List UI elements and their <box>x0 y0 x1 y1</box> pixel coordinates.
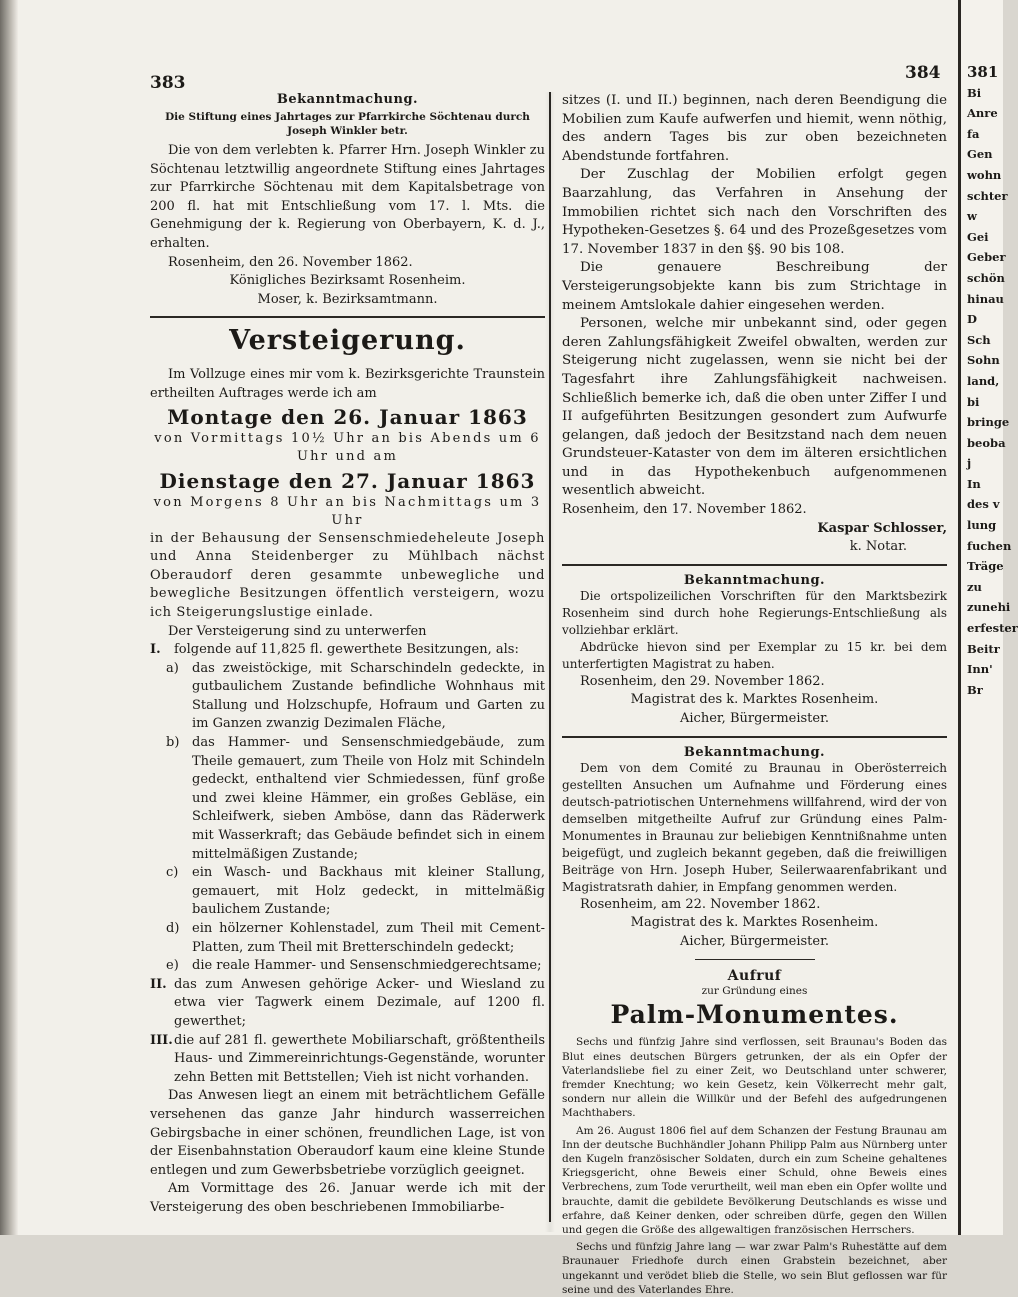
strip-line: wohn <box>967 167 1002 182</box>
appeal-heading: Aufruf <box>727 968 782 985</box>
auction-subitem-d <box>150 920 545 957</box>
notice1-body: Die von dem verlebten k. Pfarrer Hrn. Joseph Winkler zu Söchtenau letztwillig angeordnete Stiftung eines Jahrtages zur Pfarrkirche Söchtenau mit dem Kapitalsbetrage von 200 fl. hat mit Entschließung vom 17. l. Mts. die Genehmigung der k. Regierung von Oberbayern, K. d. J., erhalten. <box>150 143 545 251</box>
auction-cont-p4: Personen, welche mir unbekannt sind, oder gegen deren Zahlungsfähigkeit Zweifel obwalten, werden zur Steigerung nicht zugelassen, wenn sie nicht bei der Tagesfahrt ihre Zahlungsfähigkeit nachweisen. Schließlich bemerke ich, daß die oben unter Ziffer I und II aufgeführten Besitzungen gesondert zum Aufwurfe gelangen, daß jedoch der Besitzstand nach dem neuen Grundsteuer-Kataster von dem im älteren ersichtlichen und in das Hypothekenbuch aufgenommenen wesentlich abweicht. <box>562 316 947 499</box>
appeal-title: Palm-Monumentes. <box>610 1000 899 1030</box>
strip-line: zunehi <box>967 600 1011 615</box>
auction-subitem-c <box>150 864 545 920</box>
auction-cont-p3: Die genauere Beschreibung der Versteigerungsobjekte kann bis zum Strichtage in meinem Amtslokale dahier eingesehen werden. <box>562 260 947 313</box>
strip-line: Beitr <box>967 641 1000 656</box>
strip-line: erfester <box>967 621 1018 636</box>
divider <box>562 736 947 738</box>
left-column <box>150 92 545 1218</box>
page-number-left: 383 <box>150 73 186 93</box>
subitem-label: d) <box>166 921 180 936</box>
auction-body1: in der Behausung der Sensenschmiedeheleute Joseph und Anna Steidenberger zu Mühlbach nächst Oberaudorf deren gesammte unbewegliche und bewegliche Besitzungen öffentlich versteigern, wozu ich Steigerungslustige einlade. <box>150 530 545 620</box>
strip-line: In <box>967 476 981 491</box>
column-divider <box>549 92 551 1222</box>
appeal-p1: Sechs und fünfzig Jahre sind verflossen, seit Braunau's Boden das Blut eines deutschen Bürgers getrunken, der als ein Opfer der Vaterlandsliebe fiel zu einer Zeit, wo Deutschland unter schwerer, fremder Knechtung; wo kein Gesetz, kein Völkerrecht mehr galt, sondern nur allein die Willkür und der Befehl des aufgedrungenen Machthabers. <box>562 1036 947 1120</box>
strip-line: Inn' <box>967 662 993 677</box>
page-number-right: 384 <box>905 63 941 83</box>
notice1-signer: Moser, k. Bezirksamtmann. <box>257 291 438 307</box>
strip-line: des v <box>967 497 1000 512</box>
auction-title: Versteigerung. <box>229 325 466 357</box>
strip-line: Gei <box>967 229 989 244</box>
strip-line: fa <box>967 126 980 141</box>
notice1-date: Rosenheim, den 26. November 1862. <box>168 254 413 270</box>
auction-cont-date: Rosenheim, den 17. November 1862. <box>562 502 807 518</box>
binding-gutter <box>0 0 18 1235</box>
notice2-office: Magistrat des k. Marktes Rosenheim. <box>630 692 879 708</box>
subitem-text: ein hölzerner Kohlenstadel, zum Theil mit Cement-Platten, zum Theil mit Bretterschindeln gedeckt; <box>192 921 545 955</box>
notice2-date: Rosenheim, den 29. November 1862. <box>580 673 825 689</box>
auction-time2: von Morgens 8 Uhr an bis Nachmittags um 3 Uhr <box>153 494 542 528</box>
notice3-signer: Aicher, Bürgermeister. <box>680 933 829 949</box>
item-label: II. <box>150 976 167 992</box>
strip-line: bringe <box>967 415 1010 430</box>
auction-body2: Das Anwesen liegt an einem mit beträchtlichem Gefälle versehenen das ganze Jahr hindurch wasserreichen Gebirgsbache in einer schönen, freundlichen Lage, ist von der Eisenbahnstation Oberaudorf kaum eine kleine Stunde entlegen und zum Gewerbsbetriebe vorzüglich geeignet. <box>150 1088 545 1178</box>
auction-intro: Im Vollzuge eines mir vom k. Bezirksgerichte Traunstein ertheilten Auftrages werde ich am <box>150 367 545 401</box>
auction-subject: Der Versteigerung sind zu unterwerfen <box>168 623 427 639</box>
auction-subitem-a <box>150 660 545 734</box>
strip-line: fuchen <box>967 538 1012 553</box>
auction-cont-p1: sitzes (I. und II.) beginnen, nach deren Beendigung die Mobilien zum Kaufe aufwerfen und hiemit, wenn nöthig, des andern Tages bis zur oben bezeichneten Abendstunde fortfahren. <box>562 93 947 164</box>
subitem-label: a) <box>166 660 179 676</box>
next-page-strip <box>958 0 1018 1235</box>
strip-line: land, <box>967 373 1000 388</box>
notice3-heading: Bekanntmachung. <box>683 744 826 760</box>
auction-cont-p2: Der Zuschlag der Mobilien erfolgt gegen Baarzahlung, das Verfahren in Ansehung der Immobilien richtet sich nach den Vorschriften des Hypotheken-Gesetzes §. 64 und des Prozeßgesetzes vom 17. November 1837 in den §§. 90 bis 108. <box>562 167 947 257</box>
strip-line: Anre <box>967 106 998 121</box>
strip-line: Bi <box>967 85 982 100</box>
auction-cont-signer-title: k. Notar. <box>849 539 907 555</box>
notice2-signer: Aicher, Bürgermeister. <box>680 711 829 727</box>
short-divider <box>695 959 815 960</box>
strip-line: schter <box>967 188 1008 203</box>
strip-line: Sohn <box>967 353 1000 368</box>
right-column <box>562 92 947 1297</box>
notice1-subheading: Die Stiftung eines Jahrtages zur Pfarrkirche Söchtenau durch Joseph Winkler betr. <box>165 111 530 137</box>
strip-line: zu <box>967 579 982 594</box>
auction-item-1 <box>150 641 545 660</box>
notice2-body2: Abdrücke hievon sind per Exemplar zu 15 kr. bei dem unterfertigten Magistrat zu haben. <box>562 639 947 671</box>
item-text: das zum Anwesen gehörige Acker- und Wiesland zu etwa vier Tagwerk einem Dezimale, auf 1200 fl. gewerthet; <box>174 976 545 1029</box>
auction-time1: von Vormittags 10½ Uhr an bis Abends um 6 Uhr und am <box>154 430 541 464</box>
strip-line: Gen <box>967 147 993 162</box>
subitem-text: ein Wasch- und Backhaus mit kleiner Stallung, gemauert, mit Holz gedeckt, in mittelmäßig baulichem Zustande; <box>192 865 545 918</box>
strip-page-number: 381 <box>967 63 999 81</box>
strip-line: beoba <box>967 435 1006 450</box>
appeal-p2: Am 26. August 1806 fiel auf dem Schanzen der Festung Braunau am Inn der deutsche Buchhändler Johann Philipp Palm aus Nürnberg unter den Kugeln französischer Soldaten, durch ein zum Scheine gehaltenes Kriegsgericht, ohne Beweis einer Schuld, ohne Beweis eines Verbrechens, zum Tode verurtheilt, weil man eben ein Opfer wollte und brauchte, damit die gebildete Bevölkerung Deutschlands es wisse und erfahre, daß Keiner denken, oder schreiben dürfe, gegen den Willen und gegen die Größe des allgewaltigen französischen Herrschers. <box>562 1124 947 1237</box>
item-label: III. <box>150 1032 173 1048</box>
divider <box>150 316 545 318</box>
strip-lines <box>961 83 1018 701</box>
strip-line: Geber <box>967 250 1006 265</box>
auction-item-3 <box>150 1032 545 1088</box>
subitem-text: die reale Hammer- und Sensenschmiedgerechtsame; <box>192 958 542 974</box>
strip-line: schön <box>967 270 1005 285</box>
strip-line: D <box>967 312 977 327</box>
notice2-heading: Bekanntmachung. <box>683 572 826 588</box>
subitem-label: b) <box>166 735 180 751</box>
auction-day1: Montage den 26. Januar 1863 <box>167 404 528 429</box>
subitem-text: das zweistöckige, mit Scharschindeln gedeckte, in gutbaulichem Zustande befindliche Wohnhaus mit Stallung und Holzschupfe, Hofraum und Garten zu im Ganzen zwanzig Dezimalen Fläche, <box>192 660 545 732</box>
strip-line: hinau <box>967 291 1004 306</box>
appeal-sub: zur Gründung eines <box>701 985 808 998</box>
strip-line: w <box>967 209 977 224</box>
subitem-text: das Hammer- und Sensenschmiedgebäude, zum Theile gemauert, zum Theile von Holz mit Schindeln gedeckt, enthaltend vier Schmiedessen, fünf große und zwei kleine Hämmer, ein großes Gebläse, ein Schleifwerk, sieben Amböse, dann das Räderwerk mit Wasserkraft; das Gebäude befindet sich in einem mittelmäßigen Zustande; <box>192 735 545 862</box>
notice3-body: Dem von dem Comité zu Braunau in Oberösterreich gestellten Ansuchen um Aufnahme und Förderung eines deutsch-patriotischen Unternehmens willfahrend, wird der von demselben mitgetheilte Aufruf zur Gründung eines Palm-Monumentes in Braunau zur beliebigen Kenntnißnahme unten beigefügt, und zugleich bekannt gegeben, daß die freiwilligen Beiträge von Hrn. Joseph Huber, Seilerwaarenfabrikant und Magistratsrath dahier, in Empfang genommen werden. <box>562 760 948 894</box>
notice1-office: Königliches Bezirksamt Rosenheim. <box>229 273 466 289</box>
strip-line: j <box>967 456 972 471</box>
auction-cont-signer: Kaspar Schlosser, <box>817 520 947 536</box>
subitem-label: c) <box>166 865 179 881</box>
subitem-label: e) <box>166 958 179 974</box>
item-label: I. <box>150 642 161 658</box>
appeal-p3: Sechs und fünfzig Jahre lang — war zwar Palm's Ruhestätte auf dem Braunauer Friedhofe durch einen Grabstein bezeichnet, aber ungekannt und verödet blieb die Stelle, wo sein Blut geflossen war für seine und des Vaterlandes Ehre. <box>562 1241 947 1296</box>
auction-item-2 <box>150 976 545 1032</box>
item-text: folgende auf 11,825 fl. gewerthete Besitzungen, als: <box>174 642 519 658</box>
auction-body3: Am Vormittage des 26. Januar werde ich mit der Versteigerung des oben beschriebenen Immobiliarbe- <box>150 1181 545 1215</box>
divider <box>562 564 947 566</box>
strip-line: lung <box>967 518 997 533</box>
notice2-body: Die ortspolizeilichen Vorschriften für den Marktsbezirk Rosenheim sind durch hohe Regierungs-Entschließung als vollziehbar erklärt. <box>562 588 947 637</box>
auction-subitem-b <box>150 734 545 864</box>
notice3-date: Rosenheim, am 22. November 1862. <box>580 896 821 912</box>
item-text: die auf 281 fl. gewerthete Mobiliarschaft, größtentheils Haus- und Zimmereinrichtungs-Gegenstände, worunter zehn Betten mit Bettstellen; Vieh ist nicht vorhanden. <box>174 1032 545 1085</box>
strip-line: Träge <box>967 559 1004 574</box>
strip-line: Br <box>967 682 983 697</box>
auction-subitem-e <box>150 957 545 976</box>
notice3-office: Magistrat des k. Marktes Rosenheim. <box>630 915 879 931</box>
auction-day2: Dienstage den 27. Januar 1863 <box>159 468 536 493</box>
notice1-heading: Bekanntmachung. <box>276 92 419 107</box>
strip-line: bi <box>967 394 980 409</box>
strip-line: Sch <box>967 332 991 347</box>
